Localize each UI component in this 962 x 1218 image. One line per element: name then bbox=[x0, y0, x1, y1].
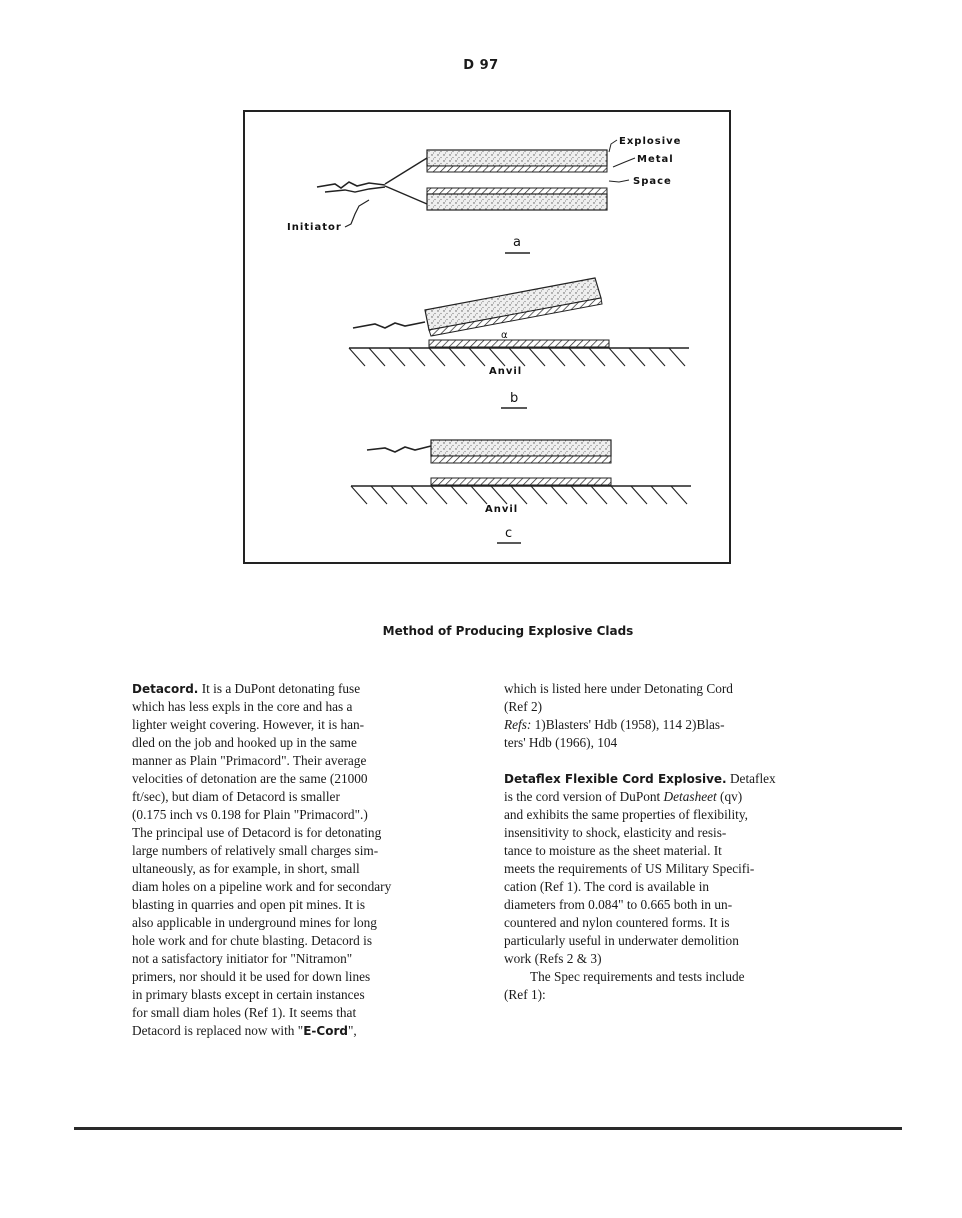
spec-line: The Spec requirements and tests include bbox=[530, 969, 745, 984]
label-angle: α bbox=[501, 330, 509, 341]
label-anvil-b: Anvil bbox=[489, 366, 523, 377]
label-space: Space bbox=[633, 176, 672, 187]
page-number: D 97 bbox=[463, 58, 499, 73]
text-line: primers, nor should it be used for down lines bbox=[132, 969, 371, 984]
text-line: velocities of detonation are the same (21000 bbox=[132, 771, 368, 786]
right-column bbox=[504, 680, 824, 1004]
text-line: which has less expls in the core and has a bbox=[132, 699, 353, 714]
text-line-last: Detacord is replaced now with "E-Cord", bbox=[132, 1023, 357, 1038]
text-line: It is a DuPont detonating fuse bbox=[201, 681, 361, 696]
panel-c-letter: c bbox=[505, 526, 513, 541]
text-line: which is listed here under Detonating Cord bbox=[504, 681, 733, 696]
text-line: The principal use of Detacord is for detonating bbox=[132, 825, 382, 840]
text-line: for small diam holes (Ref 1). It seems that bbox=[132, 1005, 357, 1020]
detacord-first-line bbox=[132, 680, 467, 698]
panel-a-letter: a bbox=[513, 235, 521, 250]
text-line: insensitivity to shock, elasticity and resis- bbox=[504, 825, 727, 840]
explosive-layer-c bbox=[431, 440, 611, 456]
panel-c-diagram bbox=[351, 440, 691, 543]
label-anvil-c: Anvil bbox=[485, 504, 519, 515]
base-metal-c bbox=[431, 478, 611, 485]
split-cord-upper bbox=[385, 158, 427, 184]
text-line: work (Refs 2 & 3) bbox=[504, 951, 602, 966]
explosive-leader bbox=[609, 140, 617, 152]
explosive-layer-bottom bbox=[427, 194, 607, 210]
explosive-clad-figure bbox=[243, 110, 731, 564]
text-line: cation (Ref 1). The cord is available in bbox=[504, 879, 710, 894]
panel-b-diagram bbox=[349, 278, 689, 408]
text-line: particularly useful in underwater demolition bbox=[504, 933, 739, 948]
text-line: diam holes on a pipeline work and for secondary bbox=[132, 879, 392, 894]
text-line: ft/sec), but diam of Detacord is smaller bbox=[132, 789, 340, 804]
text-line: countered and nylon countered forms. It is bbox=[504, 915, 730, 930]
figure-caption: Method of Producing Explosive Clads bbox=[382, 624, 634, 638]
label-metal: Metal bbox=[637, 154, 674, 165]
refs-line: Refs: 1)Blasters' Hdb (1958), 114 2)Blas- bbox=[504, 717, 725, 732]
left-column bbox=[132, 680, 467, 1040]
label-explosive: Explosive bbox=[619, 136, 682, 147]
metal-layer-c bbox=[431, 456, 611, 463]
explosive-layer-top bbox=[427, 150, 607, 166]
refs-label: Refs: bbox=[504, 717, 532, 732]
label-initiator: Initiator bbox=[287, 222, 342, 233]
text-line: meets the requirements of US Military Specifi- bbox=[504, 861, 755, 876]
initiator-cord-2 bbox=[325, 187, 385, 192]
text-line: in primary blasts except in certain instances bbox=[132, 987, 365, 1002]
text-line: dled on the job and hooked up in the same bbox=[132, 735, 357, 750]
text-line: tance to moisture as the sheet material. It bbox=[504, 843, 722, 858]
initiator-cord bbox=[317, 182, 385, 188]
text-line: also applicable in underground mines for long bbox=[132, 915, 377, 930]
text-line: hole work and for chute blasting. Detacord is bbox=[132, 933, 373, 948]
detaflex-line-2: is the cord version of DuPont Detasheet (qv) bbox=[504, 789, 743, 804]
text-line: ultaneously, as for example, in short, small bbox=[132, 861, 360, 876]
detasheet-italic: Detasheet bbox=[663, 789, 717, 804]
anvil-hatching-c bbox=[351, 486, 687, 504]
detacord-term: Detacord. bbox=[132, 682, 199, 696]
spec-ref-line: (Ref 1): bbox=[504, 987, 546, 1002]
split-cord-lower bbox=[385, 186, 427, 204]
text-line: (0.175 inch vs 0.198 for Plain "Primacord".) bbox=[132, 807, 368, 822]
space-leader bbox=[609, 180, 629, 182]
base-metal-b bbox=[429, 340, 609, 347]
initiator-leader bbox=[345, 200, 369, 227]
text-line: manner as Plain "Primacord". Their average bbox=[132, 753, 367, 768]
refs-line-2: ters' Hdb (1966), 104 bbox=[504, 735, 618, 750]
text-line: diameters from 0.084" to 0.665 both in un- bbox=[504, 897, 733, 912]
text-line: lighter weight covering. However, it is han- bbox=[132, 717, 365, 732]
metal-leader bbox=[613, 158, 635, 167]
bottom-rule bbox=[74, 1127, 902, 1130]
text-line: and exhibits the same properties of flexibility, bbox=[504, 807, 748, 822]
initiator-cord-b bbox=[353, 322, 425, 328]
detaflex-term: Detaflex Flexible Cord Explosive. bbox=[504, 772, 727, 786]
text-line: not a satisfactory initiator for "Nitramon" bbox=[132, 951, 353, 966]
detaflex-first-line: Detaflex Flexible Cord Explosive. Detaflex bbox=[504, 771, 776, 786]
panel-a-diagram bbox=[287, 136, 681, 253]
text-line: large numbers of relatively small charges sim- bbox=[132, 843, 379, 858]
initiator-cord-c bbox=[367, 446, 431, 452]
metal-layer-top bbox=[427, 166, 607, 172]
text-line: blasting in quarries and open pit mines. It is bbox=[132, 897, 366, 912]
text-line: (Ref 2) bbox=[504, 699, 543, 714]
anvil-hatching-b bbox=[349, 348, 685, 366]
ecord-term: E-Cord bbox=[303, 1024, 348, 1038]
panel-b-letter: b bbox=[510, 391, 519, 406]
metal-layer-bottom bbox=[427, 188, 607, 194]
